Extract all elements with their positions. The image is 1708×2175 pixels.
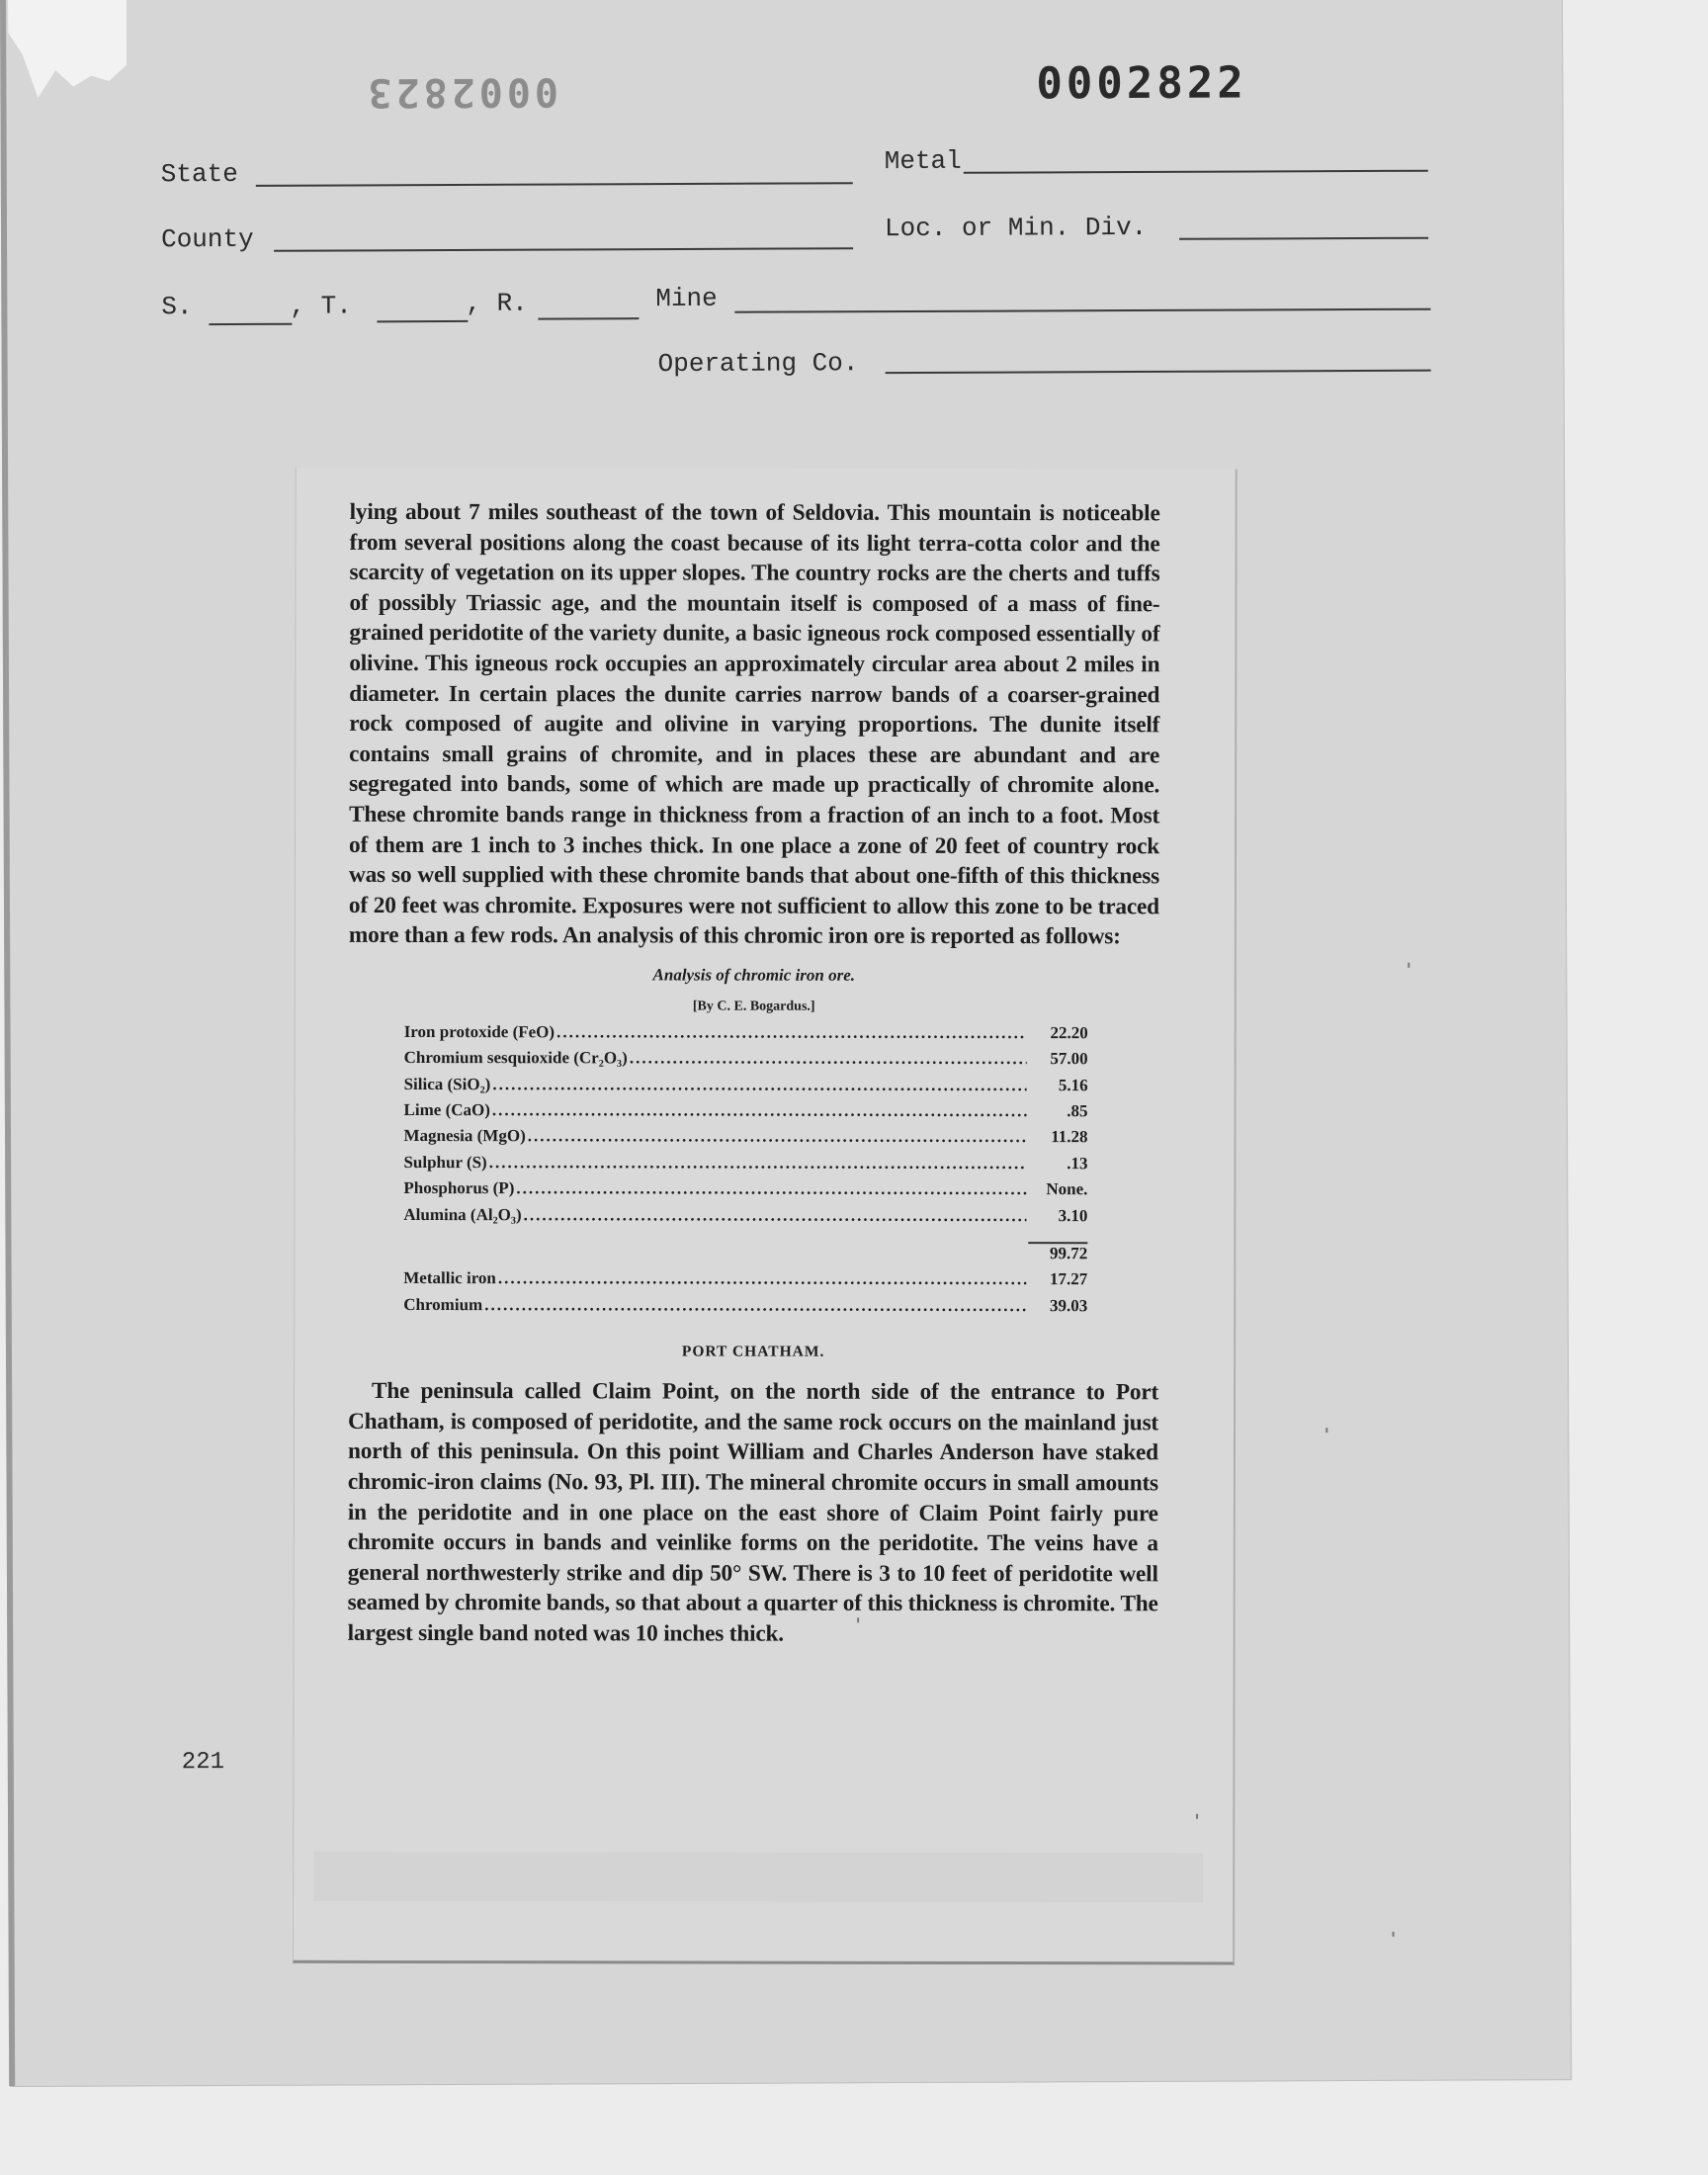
range-label: , R. [466,288,528,318]
row-label: Silica (SiO₂) [403,1074,491,1093]
state-label: State [160,158,238,190]
table-row [404,1048,1088,1076]
table-row [403,1153,1087,1180]
table-author: [By C. E. Bogardus.] [692,999,815,1014]
mirrored-stamp-number: 0002823 [364,68,559,116]
county-field[interactable] [274,247,853,252]
total-value: 99.72 [1050,1244,1088,1263]
table-total-row [403,1243,1087,1270]
scan-speck [857,1617,859,1622]
scan-speck [1196,1814,1198,1819]
page-number: 221 [181,1749,225,1777]
section-heading: PORT CHATHAM. [681,1343,825,1360]
table-row [404,1075,1088,1102]
table-row [403,1205,1087,1233]
torn-corner [8,0,127,109]
table-row [403,1268,1087,1296]
operating-co-field[interactable] [886,370,1431,374]
row-label: Alumina (Al₂O₃) [403,1204,522,1224]
table-row [404,1100,1088,1128]
mine-label: Mine [655,283,718,314]
row-value: 5.16 [1058,1075,1088,1094]
township-field[interactable] [377,320,468,322]
scan-speck [1325,1428,1327,1433]
table-row [404,1022,1088,1050]
table-row [403,1178,1087,1206]
county-label: County [160,223,254,255]
row-value: 57.00 [1050,1049,1088,1069]
row-value: 17.27 [1049,1269,1088,1289]
range-field[interactable] [538,317,639,319]
row-value: 3.10 [1058,1205,1088,1225]
clipping-shadow [313,1852,1203,1903]
metal-field[interactable] [964,170,1428,174]
row-value: 11.28 [1051,1127,1088,1147]
analysis-table [403,1022,1088,1323]
row-label: Iron protoxide (FeO) [403,1021,555,1042]
metal-label: Metal [884,145,962,177]
row-label: Lime (CaO) [403,1100,490,1120]
paragraph-port-chatham: The peninsula called Claim Point, on the north side of the entrance to Port Chatham, is composed of peridotite, and the same rock occurs on the mainland just north of this peninsula. On this point William and Charles Anderson have staked chromic-iron claims (No. 93, Pl. III). The mineral chromite occurs in small amounts in the peridotite and in one place on the east shore of Claim Point fairly pure chromite occurs in bands and veinlike forms on the peridotite. The veins have a general northwesterly strike and dip 50° SW. There is 3 to 10 feet of peridotite well seamed by chromite bands, so that about a quarter of this thickness is chromite. The largest single band noted was 10 inches thick. [347,1378,1159,1647]
mine-field[interactable] [734,308,1430,313]
section-field[interactable] [209,323,292,325]
row-label: Chromium sesquioxide (Cr₂O₃) [403,1048,628,1068]
operating-co-label: Operating Co. [657,348,859,380]
stamp-number: 0002822 [1036,57,1247,110]
table-row [403,1126,1087,1154]
row-value: 39.03 [1049,1295,1088,1316]
paragraph-seldovia: lying about 7 miles southeast of the town of Seldovia. This mountain is noticeable from several positions along the coast because of its light terra-cotta color and the scarcity of vegetation on its upper slopes. The country rocks are the cherts and tuffs of possibly Triassic age, and the mountain itself is composed of a mass of fine-grained peridotite of the variety dunite, a basic igneous rock composed essentially of olivine. This igneous rock occupies an approximately circular area about 2 miles in diameter. In certain places the dunite carries narrow bands of a coarser-grained rock composed of augite and olivine in varying proportions. The dunite itself contains small grains of chromite, and in places these are abundant and are segregated into bands, some of which are made up practically of chromite alone. These chromite bands range in thickness from a fraction of an inch to a foot. Most of them are 1 inch to 3 inches thick. In one place a zone of 20 feet of country rock was so well supplied with these chromite bands that about one-fifth of this thickness of 20 feet was chromite. Exposures were not sufficient to allow this zone to be traced more than a few rods. An analysis of this chromic iron ore is reported as follows: [348,498,1160,950]
row-label: Phosphorus (P) [403,1178,515,1198]
row-value: None. [1046,1179,1088,1199]
state-field[interactable] [256,182,853,187]
table-title: Analysis of chromic iron ore. [652,965,856,985]
row-label: Sulphur (S) [403,1152,487,1173]
row-value: .85 [1067,1101,1088,1121]
township-label: , T. [290,291,352,321]
loc-field[interactable] [1179,237,1428,240]
sheet-left-edge [0,0,15,2086]
row-value: 22.20 [1050,1023,1088,1043]
row-label: Metallic iron [403,1268,496,1288]
row-label: Chromium [403,1294,483,1314]
scan-speck [1393,1932,1395,1937]
clipping-text [348,497,1160,1650]
row-label: Magnesia (MgO) [403,1126,526,1146]
section-label: S. [161,292,193,322]
scan-speck [1408,963,1409,968]
loc-label: Loc. or Min. Div. [884,212,1148,244]
table-row [403,1295,1087,1323]
row-value: .13 [1067,1154,1088,1174]
pasted-clipping [293,468,1238,1965]
